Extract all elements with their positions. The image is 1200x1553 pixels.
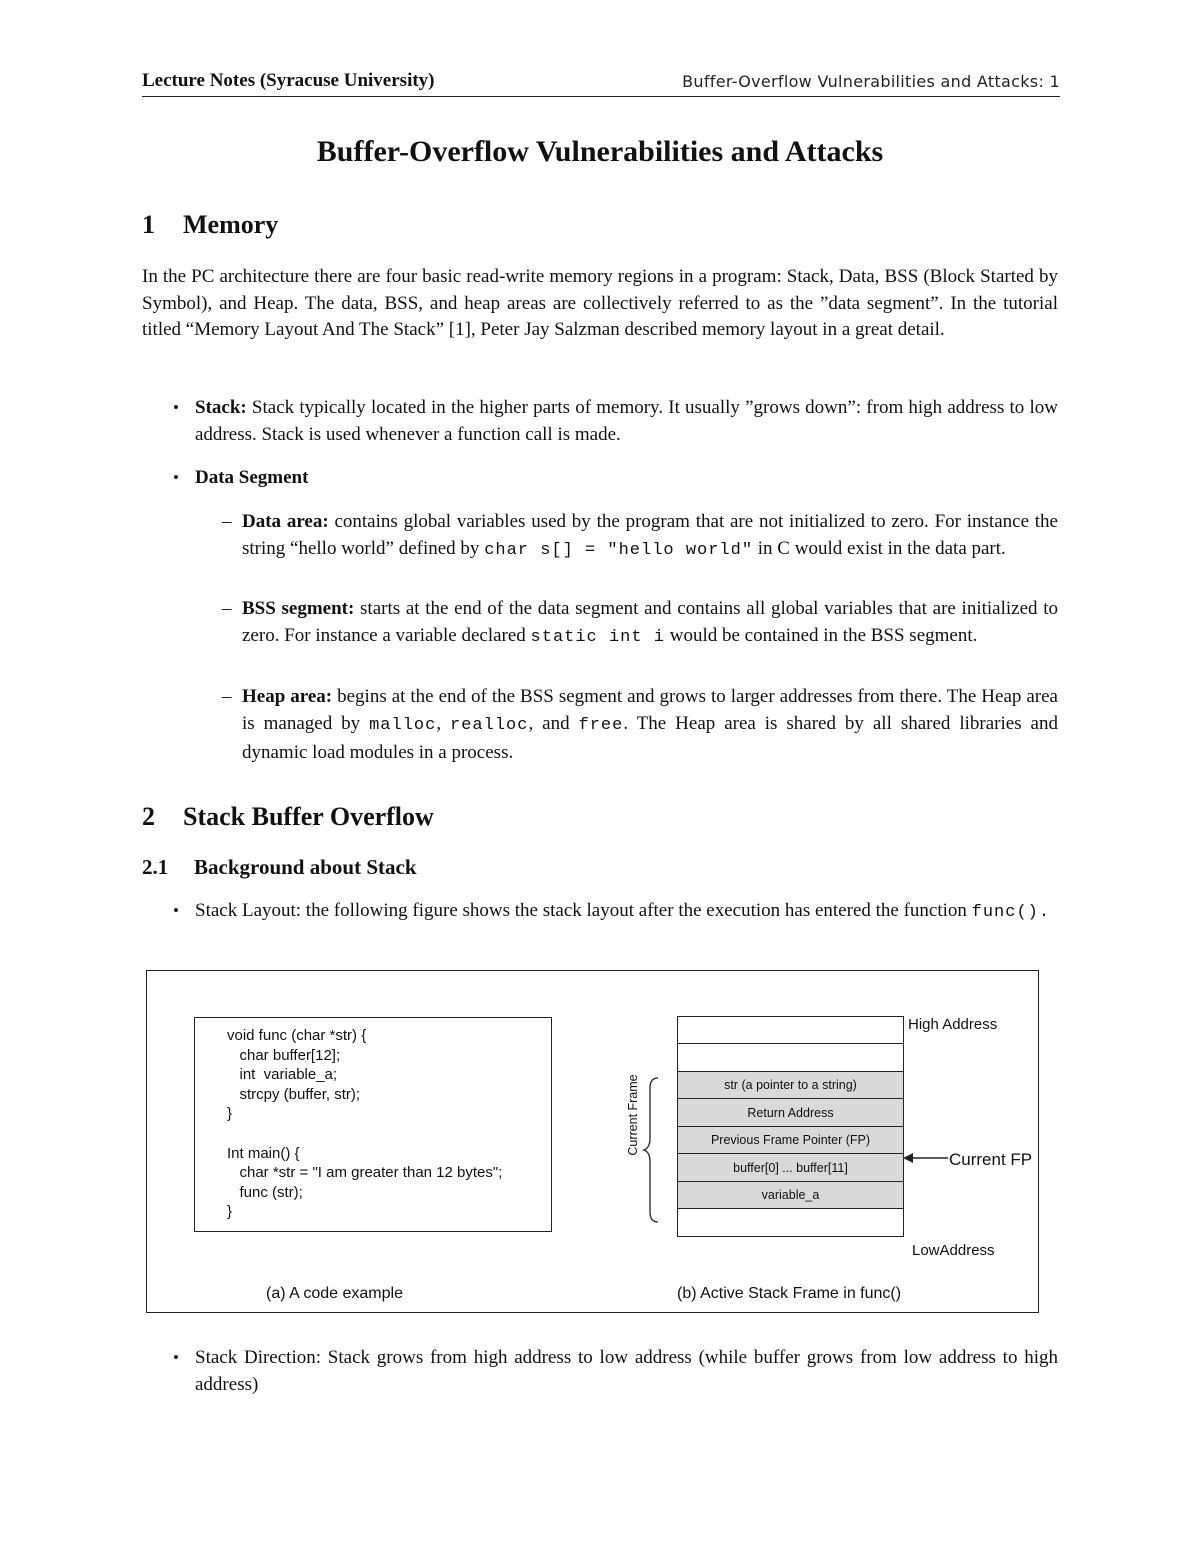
stack-cell-empty [677, 1208, 904, 1237]
item-bss-segment [242, 595, 1058, 651]
section-title: Stack Buffer Overflow [183, 802, 434, 831]
inline-code: char s[] = "hello world" [484, 541, 754, 560]
current-fp-label: Current FP [949, 1150, 1033, 1169]
low-address-label: LowAddress [912, 1242, 995, 1259]
stack-cell: variable_a [677, 1181, 904, 1210]
item-label: Heap area: [242, 686, 333, 707]
bullet-stack [195, 394, 1058, 448]
bullet-text: Stack Layout: the following figure shows the stack layout after the execution has entered the function [195, 900, 972, 921]
code-line: void func (char *str) { [227, 1027, 367, 1044]
section-number: 1 [142, 210, 155, 239]
subsection-number: 2.1 [142, 855, 169, 879]
stack-frame-diagram [677, 1017, 904, 1237]
inline-code: static int i [530, 628, 665, 647]
stack-cell: Return Address [677, 1098, 904, 1127]
current-frame-label: Current Frame [626, 1074, 640, 1156]
document-title: Buffer-Overflow Vulnerabilities and Attacks [316, 135, 884, 168]
current-frame-brace [642, 1076, 662, 1224]
memory-intro-paragraph [142, 264, 1058, 344]
item-text: . The Heap area is shared by all shared libraries and dynamic load modules in a process. [242, 713, 1058, 763]
section-1-heading [142, 210, 278, 240]
code-line: char buffer[12]; [227, 1046, 341, 1064]
bullet-text: Stack typically located in the higher parts of memory. It usually ”grows down”: from high address to low address. Stack is used whenever a function call is made. [195, 397, 1058, 445]
item-data-area [242, 508, 1058, 564]
code-line: } [227, 1203, 233, 1221]
item-heap-area [242, 683, 1058, 766]
stack-cell-empty [677, 1016, 904, 1045]
high-address-label: High Address [908, 1016, 998, 1033]
intro-text-a: In the PC architecture there are four basic read-write memory regions in a program: Stack, Data, BSS (Block Started by Symbol), and Heap. The data, BSS, and heap areas are collectively referred to as the [142, 266, 1058, 314]
section-2-heading [142, 802, 434, 832]
item-text: would be contained in the BSS segment. [664, 625, 978, 646]
caption-b: (b) Active Stack Frame in func() [677, 1285, 902, 1302]
section-title: Memory [183, 210, 279, 239]
bullet-data-segment [195, 464, 1058, 491]
item-text: contains global variables used by the program that are not initialized to zero. For instance the string “hello world” defined by [242, 511, 1058, 559]
subsection-2-1-heading [142, 855, 417, 880]
code-line: func (str); [227, 1183, 303, 1201]
bullet-text: Stack Direction: Stack grows from high address to low address (while buffer grows from low address to high address) [195, 1347, 1058, 1395]
stack-cell-empty [677, 1043, 904, 1072]
inline-code: realloc [450, 716, 529, 735]
item-text: in C would exist in the data part. [753, 538, 1006, 559]
code-line: char *str = "I am greater than 12 bytes"; [227, 1164, 503, 1182]
item-text: starts at the end of the data segment and contains all global variables that are initialized to zero. For instance a variable declared [242, 598, 1058, 646]
stack-cell: buffer[0] ... buffer[11] [677, 1153, 904, 1182]
subsection-title: Background about Stack [194, 855, 417, 879]
inline-code: func(). [971, 903, 1051, 922]
section-number: 2 [142, 802, 155, 831]
item-label: Data area: [242, 511, 329, 532]
bullet-stack-direction [195, 1344, 1058, 1398]
intro-text-b: ”data segment”. In the tutorial titled “Memory Layout And The Stack” [1], Peter Jay Salzman described memory layout in a great detail. [142, 292, 1059, 340]
code-line: } [227, 1105, 233, 1123]
item-text: , [436, 713, 451, 734]
code-line: int variable_a; [227, 1066, 338, 1084]
header-page-title: Buffer-Overflow Vulnerabilities and Attacks: 1 [682, 72, 1060, 91]
running-header [142, 70, 1060, 97]
stack-cell: Previous Frame Pointer (FP) [677, 1126, 904, 1155]
bullet-label: Stack: [195, 397, 247, 418]
code-line: strcpy (buffer, str); [227, 1085, 361, 1103]
caption-a: (a) A code example [266, 1285, 403, 1302]
item-label: BSS segment: [242, 598, 355, 619]
header-course: Lecture Notes (Syracuse University) [142, 70, 435, 91]
item-text: , and [528, 713, 579, 734]
item-text: begins at the end of the BSS segment and grows to larger addresses from there. The Heap area is managed by [242, 686, 1058, 734]
inline-code: free [578, 716, 624, 735]
code-line: Int main() { [227, 1144, 300, 1162]
bullet-label: Data Segment [195, 467, 309, 488]
stack-layout-figure [146, 970, 1039, 1313]
bullet-stack-layout [195, 897, 1058, 926]
code-line [227, 1124, 551, 1144]
code-example-box [194, 1017, 552, 1232]
stack-cell: str (a pointer to a string) [677, 1071, 904, 1100]
current-fp-arrow-icon [903, 1151, 949, 1165]
inline-code: malloc [369, 716, 437, 735]
